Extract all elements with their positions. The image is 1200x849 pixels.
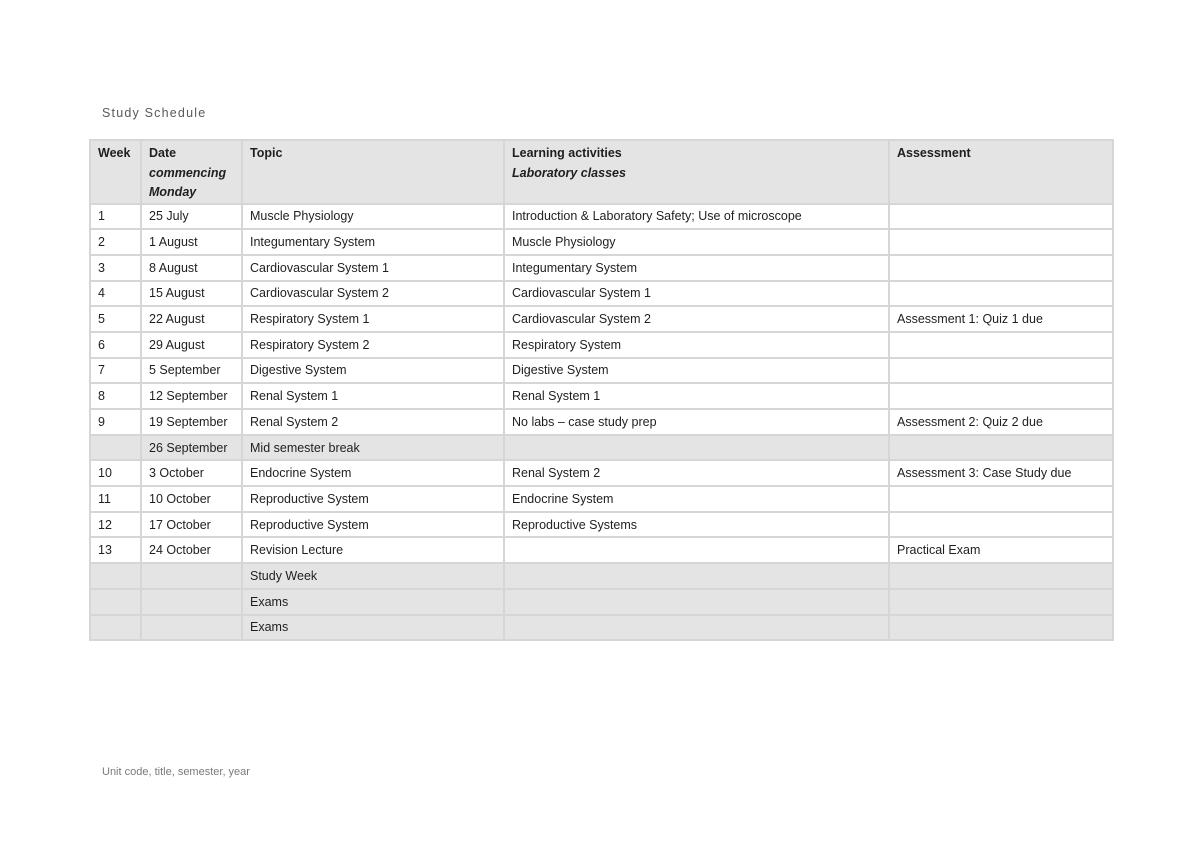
week-cell xyxy=(90,615,141,641)
activity-cell: Introduction & Laboratory Safety; Use of microscope xyxy=(504,204,889,230)
topic-cell: Reproductive System xyxy=(242,486,504,512)
header-date-label: Date xyxy=(149,146,177,160)
week-cell: 1 xyxy=(90,204,141,230)
table-row xyxy=(90,435,1113,461)
topic-cell: Renal System 1 xyxy=(242,383,504,409)
week-cell: 7 xyxy=(90,358,141,384)
table-row xyxy=(90,589,1113,615)
assessment-cell xyxy=(889,281,1113,307)
date-cell: 22 August xyxy=(141,306,242,332)
assessment-cell: Assessment 2: Quiz 2 due xyxy=(889,409,1113,435)
header-date-sub-1: commencing xyxy=(149,165,227,180)
week-cell: 2 xyxy=(90,229,141,255)
activity-cell xyxy=(504,537,889,563)
table-row xyxy=(90,332,1113,358)
date-cell: 1 August xyxy=(141,229,242,255)
topic-cell: Muscle Physiology xyxy=(242,204,504,230)
footer-text: Unit code, title, semester, year xyxy=(102,766,250,778)
activity-cell: Renal System 2 xyxy=(504,460,889,486)
assessment-cell: Practical Exam xyxy=(889,537,1113,563)
date-cell xyxy=(141,615,242,641)
header-topic: Topic xyxy=(242,140,504,204)
date-cell: 8 August xyxy=(141,255,242,281)
assessment-cell: Assessment 3: Case Study due xyxy=(889,460,1113,486)
table-row xyxy=(90,255,1113,281)
header-assessment: Assessment xyxy=(889,140,1113,204)
page-title: Study Schedule xyxy=(102,106,207,120)
date-cell: 25 July xyxy=(141,204,242,230)
week-cell: 11 xyxy=(90,486,141,512)
date-cell: 19 September xyxy=(141,409,242,435)
activity-cell: Digestive System xyxy=(504,358,889,384)
date-cell xyxy=(141,589,242,615)
date-cell: 24 October xyxy=(141,537,242,563)
header-row xyxy=(90,140,1113,204)
week-cell: 6 xyxy=(90,332,141,358)
date-cell: 5 September xyxy=(141,358,242,384)
week-cell: 4 xyxy=(90,281,141,307)
week-cell xyxy=(90,563,141,589)
week-cell xyxy=(90,589,141,615)
activity-cell xyxy=(504,615,889,641)
week-cell: 10 xyxy=(90,460,141,486)
table-row xyxy=(90,615,1113,641)
week-cell xyxy=(90,435,141,461)
date-cell: 29 August xyxy=(141,332,242,358)
activity-cell xyxy=(504,435,889,461)
table-header xyxy=(90,140,1113,204)
topic-cell: Respiratory System 2 xyxy=(242,332,504,358)
table-body xyxy=(90,204,1113,641)
assessment-cell xyxy=(889,512,1113,538)
activity-cell: Renal System 1 xyxy=(504,383,889,409)
topic-cell: Mid semester break xyxy=(242,435,504,461)
week-cell: 12 xyxy=(90,512,141,538)
activity-cell: Endocrine System xyxy=(504,486,889,512)
assessment-cell xyxy=(889,615,1113,641)
table-row xyxy=(90,486,1113,512)
activity-cell: Cardiovascular System 1 xyxy=(504,281,889,307)
date-cell: 26 September xyxy=(141,435,242,461)
activity-cell: No labs – case study prep xyxy=(504,409,889,435)
assessment-cell xyxy=(889,435,1113,461)
week-cell: 8 xyxy=(90,383,141,409)
topic-cell: Reproductive System xyxy=(242,512,504,538)
header-week: Week xyxy=(90,140,141,204)
header-activities xyxy=(504,140,889,204)
header-date xyxy=(141,140,242,204)
assessment-cell xyxy=(889,486,1113,512)
assessment-cell xyxy=(889,204,1113,230)
activity-cell: Respiratory System xyxy=(504,332,889,358)
activity-cell xyxy=(504,563,889,589)
topic-cell: Endocrine System xyxy=(242,460,504,486)
date-cell: 15 August xyxy=(141,281,242,307)
study-schedule-table xyxy=(89,139,1114,641)
assessment-cell xyxy=(889,229,1113,255)
topic-cell: Renal System 2 xyxy=(242,409,504,435)
topic-cell: Cardiovascular System 2 xyxy=(242,281,504,307)
table-row xyxy=(90,281,1113,307)
table-row xyxy=(90,409,1113,435)
table-row xyxy=(90,204,1113,230)
date-cell: 12 September xyxy=(141,383,242,409)
topic-cell: Integumentary System xyxy=(242,229,504,255)
topic-cell: Respiratory System 1 xyxy=(242,306,504,332)
table-row xyxy=(90,383,1113,409)
activity-cell: Integumentary System xyxy=(504,255,889,281)
activity-cell xyxy=(504,589,889,615)
date-cell: 3 October xyxy=(141,460,242,486)
table-row xyxy=(90,306,1113,332)
date-cell xyxy=(141,563,242,589)
topic-cell: Cardiovascular System 1 xyxy=(242,255,504,281)
table-row xyxy=(90,563,1113,589)
date-cell: 10 October xyxy=(141,486,242,512)
activity-cell: Muscle Physiology xyxy=(504,229,889,255)
assessment-cell xyxy=(889,563,1113,589)
date-cell: 17 October xyxy=(141,512,242,538)
week-cell: 13 xyxy=(90,537,141,563)
assessment-cell xyxy=(889,589,1113,615)
header-activities-sub: Laboratory classes xyxy=(512,165,626,180)
table-row xyxy=(90,358,1113,384)
table-row xyxy=(90,229,1113,255)
assessment-cell xyxy=(889,383,1113,409)
activity-cell: Reproductive Systems xyxy=(504,512,889,538)
week-cell: 5 xyxy=(90,306,141,332)
table-row xyxy=(90,537,1113,563)
week-cell: 3 xyxy=(90,255,141,281)
header-activities-label: Learning activities xyxy=(512,146,622,160)
assessment-cell xyxy=(889,255,1113,281)
topic-cell: Exams xyxy=(242,615,504,641)
assessment-cell xyxy=(889,332,1113,358)
assessment-cell: Assessment 1: Quiz 1 due xyxy=(889,306,1113,332)
topic-cell: Study Week xyxy=(242,563,504,589)
topic-cell: Digestive System xyxy=(242,358,504,384)
week-cell: 9 xyxy=(90,409,141,435)
activity-cell: Cardiovascular System 2 xyxy=(504,306,889,332)
topic-cell: Revision Lecture xyxy=(242,537,504,563)
table-row xyxy=(90,512,1113,538)
header-date-sub-2: Monday xyxy=(149,185,197,199)
table-row xyxy=(90,460,1113,486)
topic-cell: Exams xyxy=(242,589,504,615)
assessment-cell xyxy=(889,358,1113,384)
